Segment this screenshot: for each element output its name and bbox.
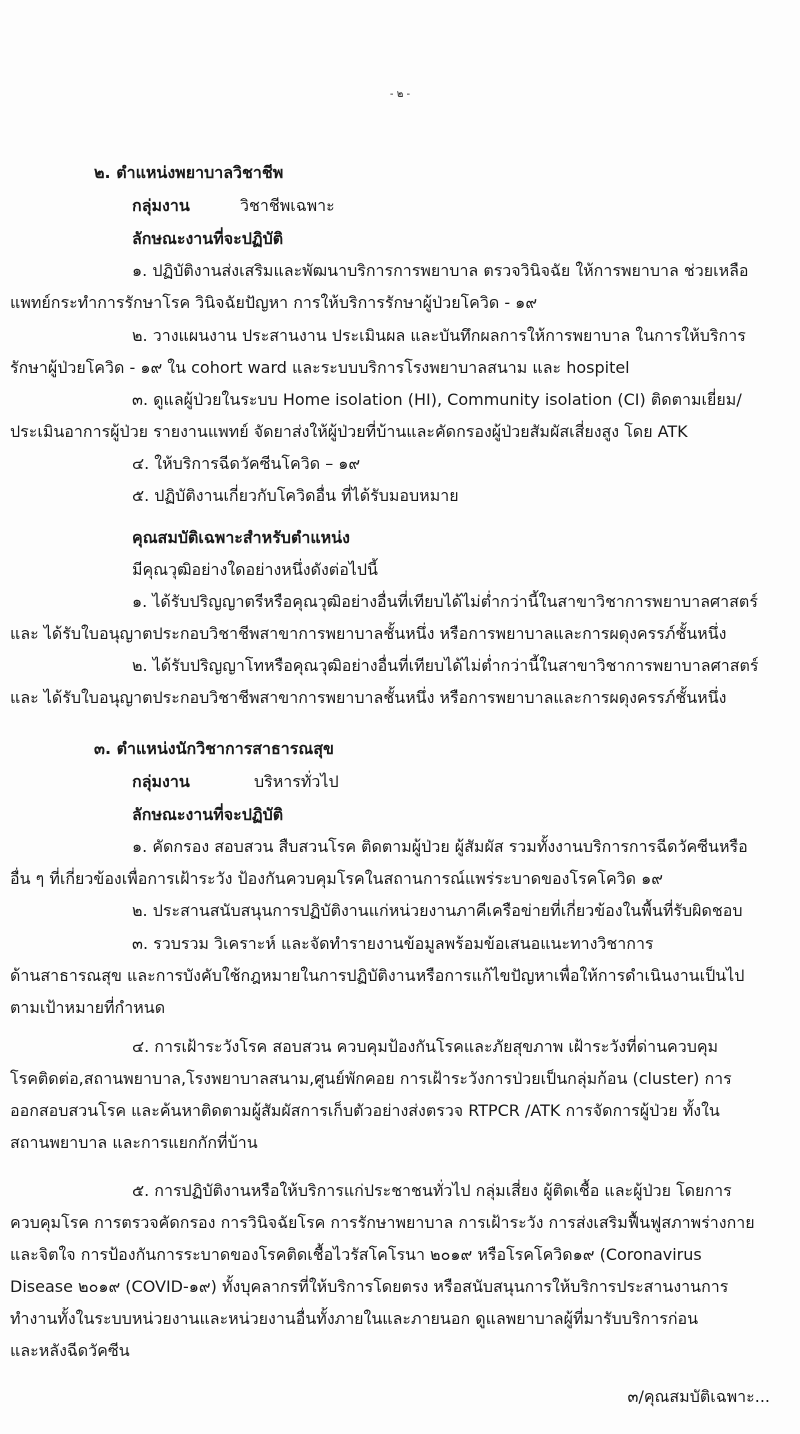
paragraph-line: ๓. รวบรวม วิเคราะห์ และจัดทำรายงานข้อมูลพร้อมข้อเสนอแนะทางวิชาการ — [132, 934, 654, 953]
group-label: กลุ่มงาน — [132, 196, 190, 215]
paragraph-line: ประเมินอาการผู้ป่วย รายงานแพทย์ จัดยาส่งให้ผู้ป่วยที่บ้านและคัดกรองผู้ป่วยสัมผัสเสี่ยงสูง โดย ATK — [10, 422, 688, 441]
paragraph-line: แพทย์กระทำการรักษาโรค วินิจฉัยปัญหา การให้บริการรักษาผู้ป่วยโควิด - ๑๙ — [10, 293, 538, 312]
qualifications-title: คุณสมบัติเฉพาะสำหรับตำแหน่ง — [132, 528, 350, 547]
paragraph-line: สถานพยาบาล และการแยกกักที่บ้าน — [10, 1133, 258, 1152]
paragraph-line: ๒. ได้รับปริญญาโทหรือคุณวุฒิอย่างอื่นที่เทียบได้ไม่ต่ำกว่านี้ในสาขาวิชาการพยาบาลศาสตร์ — [132, 656, 759, 675]
group-value: บริหารทั่วไป — [254, 772, 339, 791]
paragraph-line: มีคุณวุฒิอย่างใดอย่างหนึ่งดังต่อไปนี้ — [132, 560, 378, 579]
paragraph-line: ออกสอบสวนโรค และค้นหาติดตามผู้สัมผัสการเก็บตัวอย่างส่งตรวจ RTPCR /ATK การจัดการผู้ป่วย ทั้งใน — [10, 1101, 720, 1120]
section-heading: ๒. ตำแหน่งพยาบาลวิชาชีพ — [94, 163, 284, 182]
group-value: วิชาชีพเฉพาะ — [240, 196, 335, 215]
paragraph-line: ด้านสาธารณสุข และการบังคับใช้กฎหมายในการปฏิบัติงานหรือการแก้ไขปัญหาเพื่อให้การดำเนินงานเป็นไป — [10, 966, 745, 985]
paragraph-line: ควบคุมโรค การตรวจคัดกรอง การวินิจฉัยโรค การรักษาพยาบาล การเฝ้าระวัง การส่งเสริมฟื้นฟูสภาพร่างกาย — [10, 1213, 755, 1232]
group-label: กลุ่มงาน — [132, 772, 190, 791]
paragraph-line: ๓. ดูแลผู้ป่วยในระบบ Home isolation (HI), Community isolation (CI) ติดตามเยี่ยม/ — [132, 390, 742, 409]
paragraph-line: และจิตใจ การป้องกันการระบาดของโรคติดเชื้อไวรัสโคโรนา ๒๐๑๙ หรือโรคโควิด๑๙ (Coronavirus — [10, 1245, 702, 1264]
paragraph-line: ตามเป้าหมายที่กำหนด — [10, 998, 166, 1017]
paragraph-line: โรคติดต่อ,สถานพยาบาล,โรงพยาบาลสนาม,ศูนย์พักคอย การเฝ้าระวังการป่วยเป็นกลุ่มก้อน (cluster) การ — [10, 1069, 732, 1088]
paragraph-line: ๑. ได้รับปริญญาตรีหรือคุณวุฒิอย่างอื่นที่เทียบได้ไม่ต่ำกว่านี้ในสาขาวิชาการพยาบาลศาสตร์ — [132, 592, 758, 611]
paragraph-line: ๑. คัดกรอง สอบสวน สืบสวนโรค ติดตามผู้ป่วย ผู้สัมผัส รวมทั้งงานบริการการฉีดวัคซีนหรือ — [132, 837, 748, 856]
duties-title: ลักษณะงานที่จะปฏิบัติ — [132, 805, 284, 824]
paragraph-line: ๕. ปฏิบัติงานเกี่ยวกับโควิดอื่น ที่ได้รับมอบหมาย — [132, 486, 459, 505]
paragraph-line: และ ได้รับใบอนุญาตประกอบวิชาชีพสาขาการพยาบาลชั้นหนึ่ง หรือการพยาบาลและการผดุงครรภ์ชั้นหนึ่ง — [10, 688, 727, 707]
paragraph-line: ๕. การปฏิบัติงานหรือให้บริการแก่ประชาชนทั่วไป กลุ่มเสี่ยง ผู้ติดเชื้อ และผู้ป่วย โดยการ — [132, 1181, 732, 1200]
paragraph-line: ๒. ประสานสนับสนุนการปฏิบัติงานแก่หน่วยงานภาคีเครือข่ายที่เกี่ยวข้องในพื้นที่รับผิดชอบ — [132, 901, 743, 920]
paragraph-line: ๔. ให้บริการฉีดวัคซีนโควิด – ๑๙ — [132, 454, 361, 473]
section-heading: ๓. ตำแหน่งนักวิชาการสาธารณสุข — [94, 739, 334, 758]
paragraph-line: รักษาผู้ป่วยโควิด - ๑๙ ใน cohort ward และระบบบริการโรงพยาบาลสนาม และ hospitel — [10, 358, 630, 377]
paragraph-line: และหลังฉีดวัคซีน — [10, 1341, 130, 1360]
paragraph-line: อื่น ๆ ที่เกี่ยวข้องเพื่อการเฝ้าระวัง ป้องกันควบคุมโรคในสถานการณ์แพร่ระบาดของโรคโควิด ๑๙ — [10, 869, 663, 888]
paragraph-line: ๒. วางแผนงาน ประสานงาน ประเมินผล และบันทึกผลการให้การพยาบาล ในการให้บริการ — [132, 326, 746, 345]
page-number: - ๒ - — [389, 89, 411, 100]
duties-title: ลักษณะงานที่จะปฏิบัติ — [132, 229, 284, 248]
paragraph-line: ทำงานทั้งในระบบหน่วยงานและหน่วยงานอื่นทั้งภายในและภายนอก ดูแลพยาบาลผู้ที่มารับบริการก่อน — [10, 1309, 699, 1328]
page-footer-continuation: ๓/คุณสมบัติเฉพาะ... — [627, 1387, 770, 1406]
paragraph-line: ๔. การเฝ้าระวังโรค สอบสวน ควบคุมป้องกันโรคและภัยสุขภาพ เฝ้าระวังที่ด่านควบคุม — [132, 1037, 719, 1056]
paragraph-line: Disease ๒๐๑๙ (COVID-๑๙) ทั้งบุคลากรที่ให้บริการโดยตรง หรือสนับสนุนการให้บริการประสานงานการ — [10, 1277, 729, 1296]
paragraph-line: ๑. ปฏิบัติงานส่งเสริมและพัฒนาบริการการพยาบาล ตรวจวินิจฉัย ให้การพยาบาล ช่วยเหลือ — [132, 261, 749, 280]
paragraph-line: และ ได้รับใบอนุญาตประกอบวิชาชีพสาขาการพยาบาลชั้นหนึ่ง หรือการพยาบาลและการผดุงครรภ์ชั้นหนึ่ง — [10, 624, 727, 643]
